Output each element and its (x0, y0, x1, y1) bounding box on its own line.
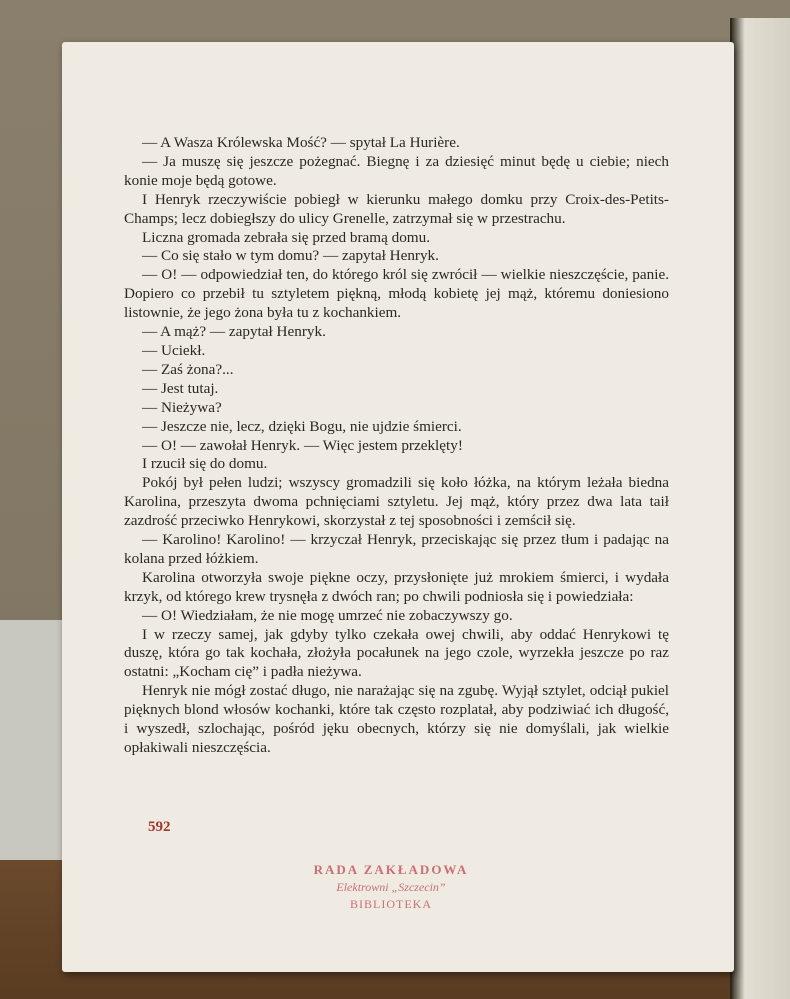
page-number: 592 (148, 819, 171, 835)
facing-page-edge (730, 18, 790, 999)
paragraph: — Uciekł. (142, 341, 206, 359)
paragraph: — Zaś żona?... (142, 360, 234, 378)
paragraph: — Jeszcze nie, lecz, dzięki Bogu, nie ujdzie śmierci. (142, 417, 462, 435)
paragraph: Henryk nie mógł zostać długo, nie narażając się na zgubę. Wyjął sztylet, odciął pukiel pięknych blond włosów kochanki, które tak często rozplatał, aby podziwiać ich długość, i wyszedł, szlochając, pośród jęku obecnych, którzy się nie domyślali, jak wielkie opłakiwali nieszczęścia. (124, 682, 669, 756)
paragraph: I w rzeczy samej, jak gdyby tylko czekała owej chwili, aby oddać Henrykowi tę duszę, która go tak kochała, złożyła pocałunek na jego czole, wyrzekła jeszcze po raz ostatni: „Kocham cię” i padła nieżywa. (124, 625, 669, 681)
paragraph: — Nieżywa? (142, 398, 222, 416)
paragraph: — Karolino! Karolino! — krzyczał Henryk, przeciskając się przez tłum i padając na kolana przed łóżkiem. (124, 531, 669, 567)
paragraph: Liczna gromada zebrała się przed bramą domu. (142, 228, 430, 246)
paragraph: — A mąż? — zapytał Henryk. (142, 323, 326, 341)
paragraph: — O! Wiedziałam, że nie mogę umrzeć nie zobaczywszy go. (142, 606, 513, 624)
paragraph: I rzucił się do domu. (142, 455, 268, 473)
paragraph: — O! — zawołał Henryk. — Więc jestem przeklęty! (142, 436, 463, 454)
library-stamp (288, 862, 494, 912)
paragraph: — Jest tutaj. (142, 379, 219, 397)
paragraph: — Ja muszę się jeszcze pożegnać. Biegnę i za dziesięć minut będę u ciebie; niech konie moje będą gotowe. (124, 152, 669, 189)
stamp-line-2: Elektrowni „Szczecin” (336, 880, 446, 894)
paragraph: — O! — odpowiedział ten, do którego król się zwrócił — wielkie nieszczęście, panie. Dopiero co przebił tu sztyletem piękną, młodą kobietę jej mąż, któremu doniesiono listownie, że jego żona była tu z kochankiem. (124, 266, 669, 322)
stamp-line-1: RADA ZAKŁADOWA (313, 862, 469, 877)
page-text (124, 134, 669, 758)
paragraph: I Henryk rzeczywiście pobiegł w kierunku małego domku przy Croix-des-Petits-Champs; lecz dobiegłszy do ulicy Grenelle, zatrzymał się w przestrachu. (124, 190, 669, 227)
paragraph: Karolina otworzyła swoje piękne oczy, przysłonięte już mrokiem śmierci, i wydała krzyk, od którego krew trysnęła z dwóch ran; po chwili podniosła się i powiedziała: (124, 568, 669, 605)
stamp-line-3: BIBLIOTEKA (350, 897, 432, 911)
paragraph: — Co się stało w tym domu? — zapytał Henryk. (142, 247, 439, 265)
paragraph: Pokój był pełen ludzi; wszyscy gromadzili się koło łóżka, na którym leżała biedna Karolina, przeszyta dwoma pchnięciami sztyletu. Jej mąż, który przez dwa lata taił zazdrość przeciwko Henrykowi, skorzystał z tej sposobności i zemścił się. (124, 474, 669, 530)
desk-background-left (0, 620, 64, 870)
paragraph: — A Wasza Królewska Mość? — spytał La Hurière. (142, 134, 460, 151)
